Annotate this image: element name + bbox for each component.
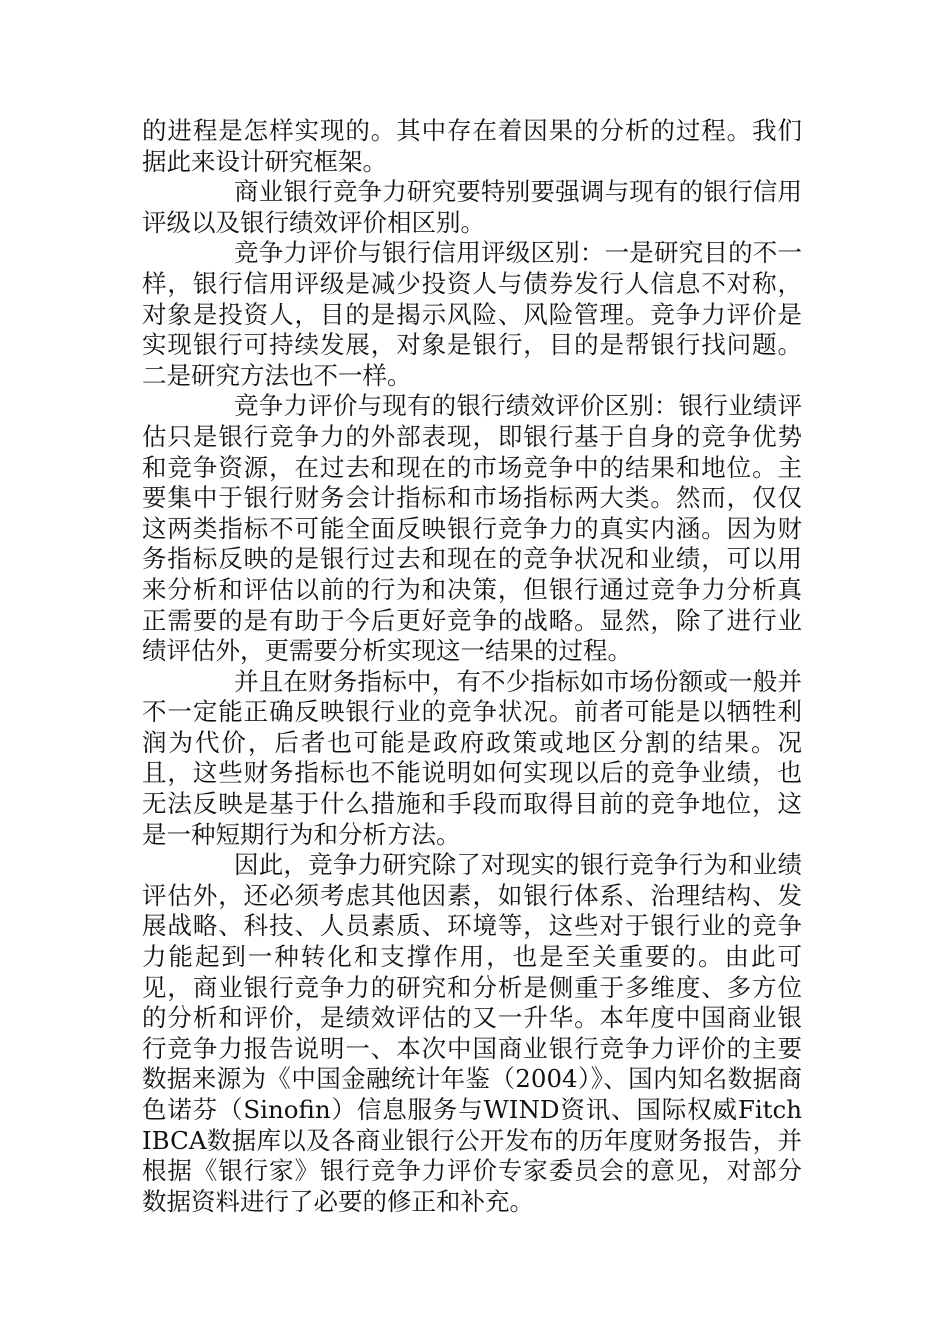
paragraph-credit-rating-difference: 竞争力评价与银行信用评级区别：一是研究目的不一样，银行信用评级是减少投资人与债券发行人信息不对称，对象是投资人，目的是揭示风险、风险管理。竞争力评价是实现银行可持续发展，对象是银行，目的是帮银行找问题。二是研究方法也不一样。: [142, 238, 802, 390]
document-body: [142, 116, 810, 1217]
paragraph-continuation: 的进程是怎样实现的。其中存在着因果的分析的过程。我们据此来设计研究框架。: [142, 116, 802, 176]
paragraph-financial-indicators: 并且在财务指标中，有不少指标如市场份额或一般并不一定能正确反映银行业的竞争状况。前者可能是以牺牲利润为代价，后者也可能是政府政策或地区分割的结果。况且，这些财务指标也不能说明如何实现以后的竞争业绩，也无法反映是基于什么措施和手段而取得目前的竞争地位，这是一种短期行为和分析方法。: [142, 666, 802, 849]
paragraph-performance-evaluation-difference: 竞争力评价与现有的银行绩效评价区别：银行业绩评估只是银行竞争力的外部表现，即银行基于自身的竞争优势和竞争资源，在过去和现在的市场竞争中的结果和地位。主要集中于银行财务会计指标和市场指标两大类。然而，仅仅这两类指标不可能全面反映银行竞争力的真实内涵。因为财务指标反映的是银行过去和现在的竞争状况和业绩，可以用来分析和评估以前的行为和决策，但银行通过竞争力分析真正需要的是有助于今后更好竞争的战略。显然，除了进行业绩评估外，更需要分析实现这一结果的过程。: [142, 391, 802, 666]
paragraph-conclusion-and-data-sources: 因此，竞争力研究除了对现实的银行竞争行为和业绩评估外，还必须考虑其他因素，如银行体系、治理结构、发展战略、科技、人员素质、环境等，这些对于银行业的竞争力能起到一种转化和支撑作用，也是至关重要的。由此可见，商业银行竞争力的研究和分析是侧重于多维度、多方位的分析和评价，是绩效评估的又一升华。本年度中国商业银行竞争力报告说明一、本次中国商业银行竞争力评价的主要数据来源为《中国金融统计年鉴（2004）》、国内知名数据商色诺芬（Sinofin）信息服务与WIND资讯、国际权威Fitch IBCA数据库以及各商业银行公开发布的历年度财务报告，并根据《银行家》银行竞争力评价专家委员会的意见，对部分数据资料进行了必要的修正和补充。: [142, 850, 810, 1216]
paragraph-distinction-intro: 商业银行竞争力研究要特别要强调与现有的银行信用评级以及银行绩效评价相区别。: [142, 177, 802, 237]
